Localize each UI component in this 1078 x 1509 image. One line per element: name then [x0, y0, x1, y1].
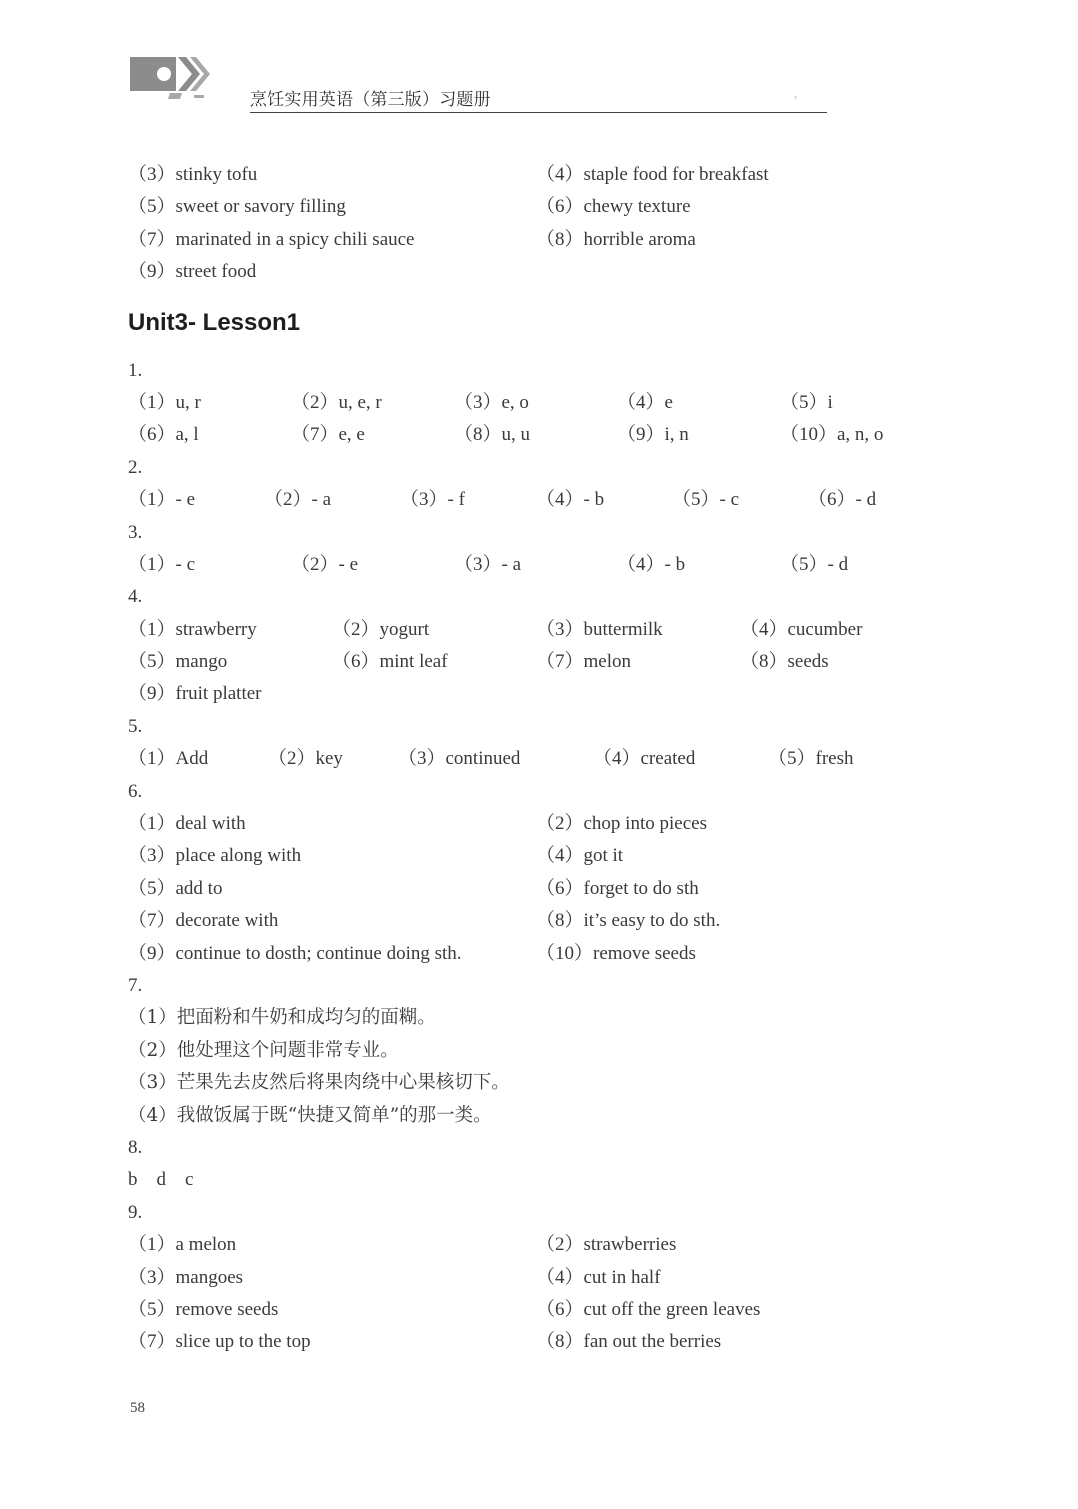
answer-row [128, 419, 928, 451]
answer-item: （5）i [780, 391, 833, 413]
answer-row [128, 646, 928, 678]
answer-item: （9）continue to dosth; continue doing sth. [128, 942, 462, 964]
answer-row [128, 1262, 928, 1294]
answer-item: （10）a, n, o [780, 424, 884, 446]
answer-item: （6）a, l [128, 424, 199, 446]
answer-item: （2）chop into pieces [536, 813, 707, 835]
question-number: 4. [128, 586, 143, 608]
answer-item: （2）- a [264, 489, 332, 511]
answer-row [128, 905, 928, 937]
answer-item: （5）remove seeds [128, 1298, 279, 1320]
answer-item: （3）continued [398, 748, 521, 770]
answer-item: （3）- a [454, 553, 522, 575]
question-number: 3. [128, 521, 143, 543]
page-content [128, 159, 928, 1359]
answer-row [128, 938, 928, 970]
answer-item: （7）e, e [291, 424, 365, 446]
answer-item: （4）e [617, 391, 673, 413]
answer-item: （10）remove seeds [536, 942, 696, 964]
question-number: 1. [128, 359, 143, 381]
answer-item: （5）- d [780, 553, 849, 575]
answer-item: （7）marinated in a spicy chili sauce [128, 228, 415, 250]
publisher-logo-icon [130, 55, 212, 101]
answer-item: （8）u, u [454, 424, 531, 446]
question-number: 8. [128, 1136, 143, 1158]
answer-item: （5）sweet or savory filling [128, 196, 346, 218]
answer-row [128, 840, 928, 872]
page-number: 58 [130, 1400, 145, 1416]
answer-row [128, 1294, 928, 1326]
answer-row [128, 256, 928, 288]
answer-row [128, 743, 928, 775]
question-number: 6. [128, 780, 143, 802]
answer-item: （2）yogurt [332, 618, 430, 640]
question-number: 7. [128, 974, 143, 996]
answer-item: （4）cucumber [740, 618, 863, 640]
answer-item: （1）- e [128, 489, 196, 511]
answer-row [128, 224, 928, 256]
answer-item: （1）deal with [128, 813, 246, 835]
answer-item: （4）cut in half [536, 1266, 661, 1288]
answer-item: （2）key [268, 748, 343, 770]
answer-item: （4）staple food for breakfast [536, 164, 769, 185]
question-number: 5. [128, 715, 143, 737]
question-number: 2. [128, 456, 143, 478]
answer-item: （4）- b [617, 553, 686, 575]
answer-item: （8）fan out the berries [536, 1331, 722, 1353]
answer-item: （7）melon [536, 651, 631, 673]
answer-row [128, 873, 928, 905]
answer-item: （4）- b [536, 489, 605, 511]
answer-row [128, 191, 928, 223]
answer-item: （3）stinky tofu [128, 164, 258, 185]
answer-item: （3）mangoes [128, 1266, 244, 1288]
translation-answer: （2）他处理这个问题非常专业。 [128, 1039, 399, 1061]
answer-item: （3）e, o [454, 391, 529, 413]
answer-item: （3）- f [400, 489, 465, 511]
answer-item: （2）- e [291, 553, 359, 575]
answer-item: （8）horrible aroma [536, 228, 696, 250]
unit-heading: Unit3- Lesson1 [128, 308, 301, 336]
answer-item: （2）u, e, r [291, 391, 382, 413]
answer-row [128, 1229, 928, 1261]
answer-item: （8）it’s easy to do sth. [536, 910, 721, 932]
answer-item: （9）i, n [617, 424, 689, 446]
answer-item: （3）buttermilk [536, 618, 663, 640]
answer-row [128, 1326, 928, 1358]
translation-answer: （3）芒果先去皮然后将果肉绕中心果核切下。 [128, 1072, 510, 1094]
answer-item: （7）slice up to the top [128, 1331, 311, 1353]
answer-item: （6）chewy texture [536, 196, 691, 218]
answer-item: （6）mint leaf [332, 651, 448, 673]
answer-row [128, 387, 928, 419]
answer-item: （6）forget to do sth [536, 877, 699, 899]
answer-item: （9）street food [128, 261, 257, 283]
page-header [0, 0, 1078, 120]
answer-item: （9）fruit platter [128, 683, 262, 705]
answer-item: （3）place along with [128, 845, 302, 867]
answer-row [128, 808, 928, 840]
question-number: 9. [128, 1201, 143, 1223]
answer-item: （5）fresh [768, 748, 854, 770]
answer-item: （7）decorate with [128, 910, 279, 932]
answer-row [128, 484, 928, 516]
translation-answer: （4）我做饭属于既“快捷又简单”的那一类。 [128, 1104, 492, 1126]
answer-item: （1）a melon [128, 1234, 237, 1256]
answer-item: （2）strawberries [536, 1234, 677, 1256]
answer-item: （1）Add [128, 748, 209, 770]
book-title: 烹饪实用英语（第三版）习题册 [250, 90, 491, 110]
answer-row [128, 678, 928, 710]
answer-item: （8）seeds [740, 651, 829, 673]
answer-item: （1）strawberry [128, 618, 257, 640]
answer-item: （5）- c [672, 489, 740, 511]
answer-row [128, 614, 928, 646]
answer-item: （5）add to [128, 877, 223, 899]
answer-item: （1）u, r [128, 391, 201, 413]
answer-row: b d c [128, 1169, 194, 1191]
answer-item: （1）- c [128, 553, 196, 575]
answer-row [128, 159, 928, 191]
answer-item: （6）- d [808, 489, 877, 511]
answer-item: （4）got it [536, 845, 624, 867]
answer-item: （5）mango [128, 651, 228, 673]
translation-answer: （1）把面粉和牛奶和成均匀的面糊。 [128, 1007, 436, 1029]
answer-item: （6）cut off the green leaves [536, 1298, 761, 1320]
answer-row [128, 549, 928, 581]
header-divider [250, 112, 827, 113]
header-mark: ◦ [794, 92, 798, 102]
answer-item: （4）created [593, 748, 696, 770]
